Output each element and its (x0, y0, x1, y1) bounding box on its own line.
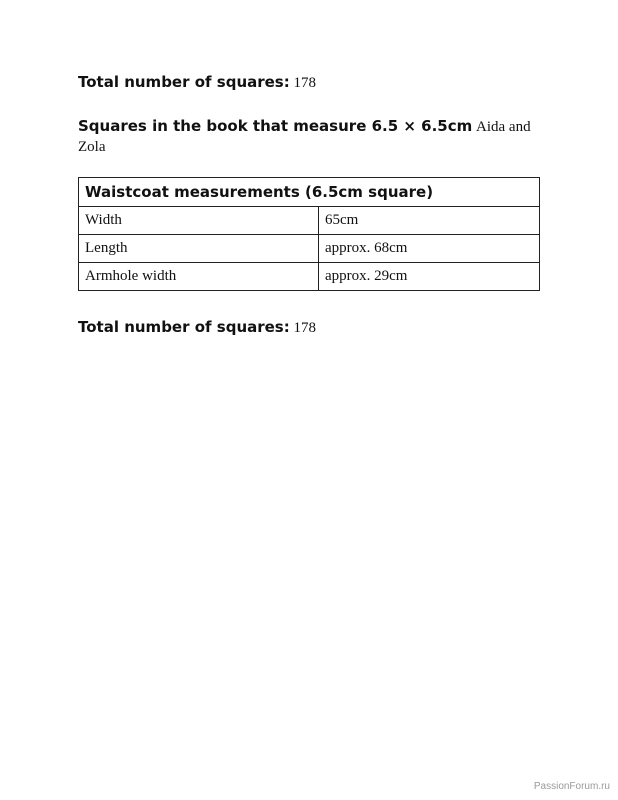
squares-size-value: Aida and Zola (78, 119, 531, 155)
row-value: 65cm (319, 207, 540, 235)
total-squares-bottom (78, 317, 548, 338)
measurements-table-title: Waistcoat measurements (6.5cm square) (79, 178, 540, 207)
total-squares-value: 178 (293, 320, 316, 336)
table-row (79, 207, 540, 235)
row-label: Armhole width (79, 263, 319, 291)
total-squares-bottom-line (78, 317, 548, 338)
table-row (79, 235, 540, 263)
row-value: approx. 29cm (319, 263, 540, 291)
watermark: PassionForum.ru (533, 781, 610, 792)
measurements-table-header-row (79, 178, 540, 207)
row-label: Length (79, 235, 319, 263)
row-label: Width (79, 207, 319, 235)
total-squares-label: Total number of squares: (78, 318, 290, 336)
total-squares-top (78, 72, 548, 93)
measurements-table (78, 177, 540, 291)
total-squares-label: Total number of squares: (78, 73, 290, 91)
squares-size-label: Squares in the book that measure 6.5 × 6.5cm (78, 117, 473, 135)
squares-size-note (78, 116, 548, 157)
squares-size-line (78, 116, 548, 157)
total-squares-top-line (78, 72, 548, 93)
table-row (79, 263, 540, 291)
total-squares-value: 178 (293, 75, 316, 91)
row-value: approx. 68cm (319, 235, 540, 263)
